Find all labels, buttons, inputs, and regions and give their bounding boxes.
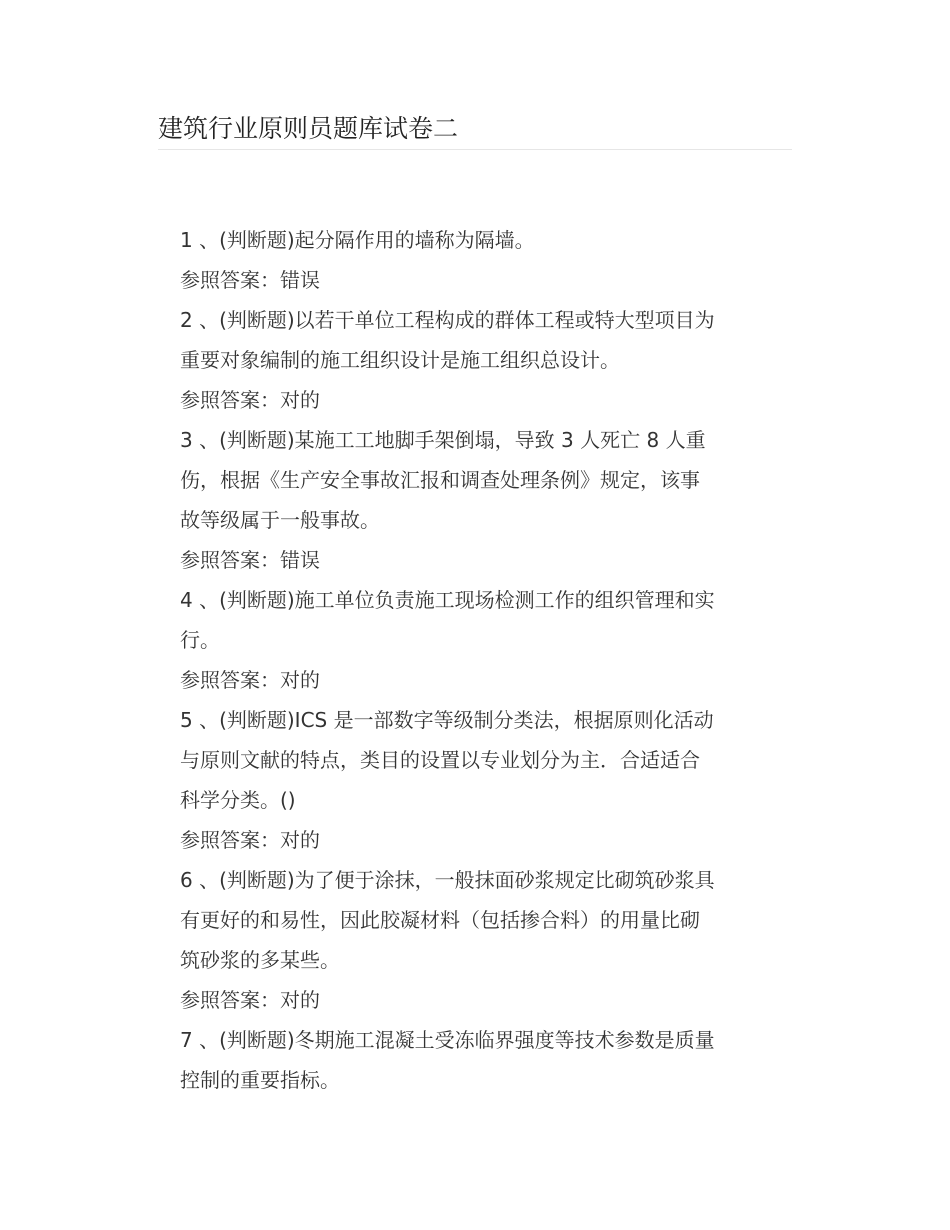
question-item xyxy=(180,700,770,860)
reference-answer: 参照答案：对的 xyxy=(180,988,320,1012)
question-item xyxy=(180,220,770,300)
question-text-line: 筑砂浆的多某些。 xyxy=(180,948,340,972)
question-text-line: 5 、(判断题)ICS 是一部数字等级制分类法，根据原则化活动 xyxy=(180,708,714,732)
question-text-line: 3 、(判断题)某施工工地脚手架倒塌，导致 3 人死亡 8 人重 xyxy=(180,428,706,452)
question-text-line: 故等级属于一般事故。 xyxy=(180,508,380,532)
question-item xyxy=(180,860,770,1020)
question-item xyxy=(180,580,770,700)
question-text-line: 科学分类。() xyxy=(180,788,296,812)
reference-answer: 参照答案：对的 xyxy=(180,668,320,692)
question-text-line: 7 、(判断题)冬期施工混凝土受冻临界强度等技术参数是质量 xyxy=(180,1028,715,1052)
question-text-line: 行。 xyxy=(180,628,220,652)
question-text-line: 4 、(判断题)施工单位负责施工现场检测工作的组织管理和实 xyxy=(180,588,715,612)
title-block xyxy=(158,112,792,150)
reference-answer: 参照答案：对的 xyxy=(180,388,320,412)
question-text-line: 控制的重要指标。 xyxy=(180,1068,340,1092)
question-item xyxy=(180,1020,770,1100)
question-text-line: 与原则文献的特点，类目的设置以专业划分为主．合适适合 xyxy=(180,748,700,772)
question-text-line: 有更好的和易性，因此胶凝材料（包括掺合料）的用量比砌 xyxy=(180,908,700,932)
question-item xyxy=(180,420,770,580)
question-list xyxy=(180,220,770,1100)
question-text-line: 重要对象编制的施工组织设计是施工组织总设计。 xyxy=(180,348,620,372)
reference-answer: 参照答案：错误 xyxy=(180,268,320,292)
reference-answer: 参照答案：对的 xyxy=(180,828,320,852)
question-text-line: 6 、(判断题)为了便于涂抹，一般抹面砂浆规定比砌筑砂浆具 xyxy=(180,868,715,892)
question-text-line: 伤，根据《生产安全事故汇报和调查处理条例》规定，该事 xyxy=(180,468,700,492)
question-text-line: 1 、(判断题)起分隔作用的墙称为隔墙。 xyxy=(180,228,535,252)
reference-answer: 参照答案：错误 xyxy=(180,548,320,572)
page-title: 建筑行业原则员题库试卷二 xyxy=(158,114,459,143)
question-item xyxy=(180,300,770,420)
question-text-line: 2 、(判断题)以若干单位工程构成的群体工程或特大型项目为 xyxy=(180,308,715,332)
